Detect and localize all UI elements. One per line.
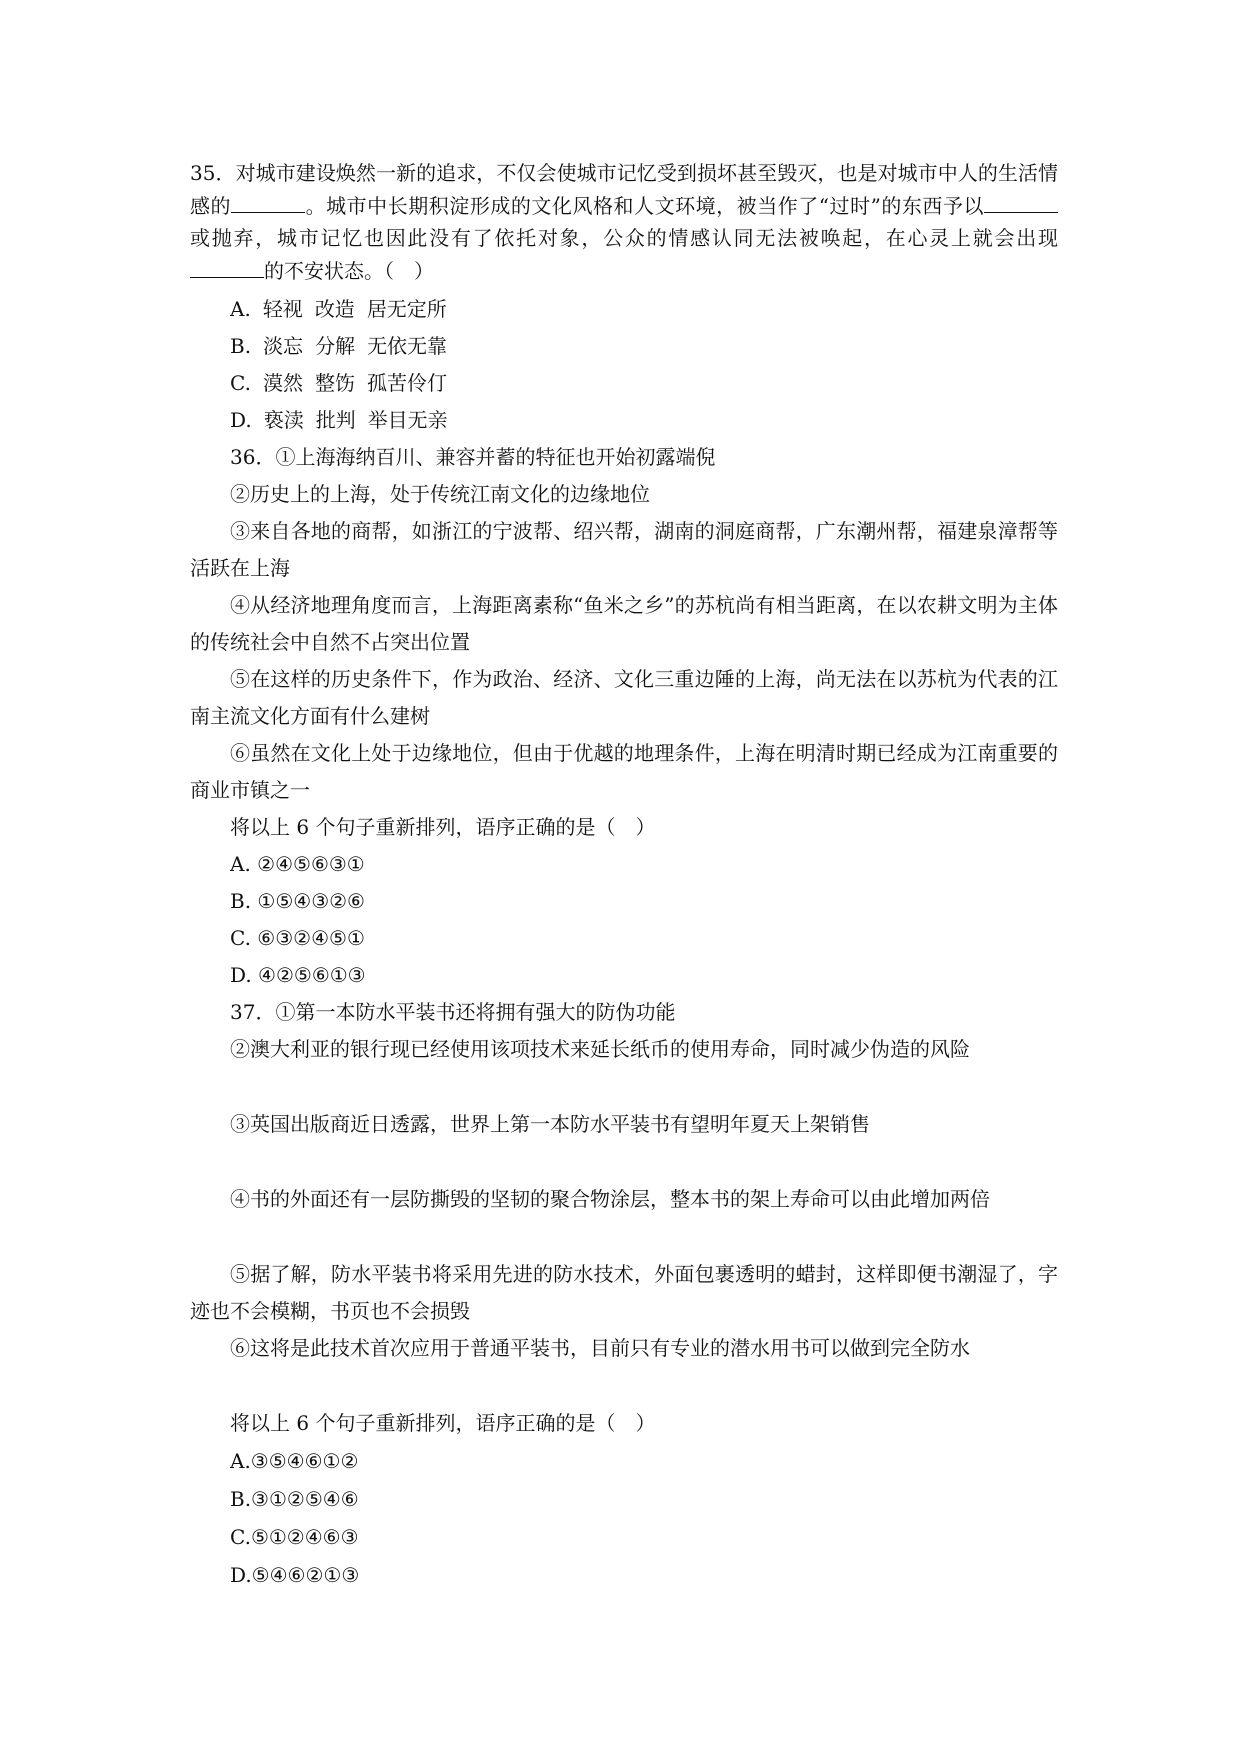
q35-blank-3 [190, 259, 264, 278]
option-word: 居无定所 [366, 297, 447, 321]
q35-stem-part-2: 。城市中长期积淀形成的文化风格和人文环境，被当作了“过时”的东西予以 [305, 193, 985, 218]
q37-option-d: D.⑤④⑥②①③ [230, 1563, 360, 1587]
option-word: 分解 [315, 334, 356, 358]
q35-blank-2 [984, 194, 1058, 213]
exam-page [190, 157, 1058, 1594]
option-word: 举目无亲 [367, 408, 448, 432]
q36-option-d: D. ④②⑤⑥①③ [230, 963, 366, 987]
option-word: 淡忘 [263, 334, 304, 358]
q37-option-c: C.⑤①②④⑥③ [230, 1525, 359, 1549]
q36-option-b: B. ①⑤④③②⑥ [230, 889, 365, 913]
q37-option-a: A.③⑤④⑥①② [230, 1449, 359, 1473]
option-letter: C. [230, 371, 251, 395]
option-word: 轻视 [262, 297, 303, 321]
q36-sentence-1: 36．①上海海纳百川、兼容并蓄的特征也开始初露端倪 [230, 445, 716, 469]
q35-stem-part-3: 或抛弃，城市记忆也因此没有了依托对象，公众的情感认同无法被唤起，在心灵上就会出现 [190, 226, 1058, 250]
q36-sentence-5: ⑤在这样的历史条件下，作为政治、经济、文化三重边陲的上海，尚无法在以苏杭为代表的江南主流文化方面有什么建树 [190, 667, 1058, 728]
q35-stem-part-4: 的不安状态。（ ） [264, 258, 434, 283]
q37-sentence-5: ⑤据了解，防水平装书将采用先进的防水技术，外面包裹透明的蜡封，这样即便书潮湿了，字迹也不会模糊，书页也不会损毁 [190, 1262, 1058, 1323]
question-35-stem [190, 157, 1058, 287]
q37-sentence-1: 37．①第一本防水平装书还将拥有强大的防伪功能 [230, 1000, 676, 1024]
q37-sentence-3: ③英国出版商近日透露，世界上第一本防水平装书有望明年夏天上架销售 [230, 1112, 870, 1136]
q37-sentence-2: ②澳大利亚的银行现已经使用该项技术来延长纸币的使用寿命，同时减少伪造的风险 [230, 1037, 970, 1061]
q35-option-b [190, 328, 1058, 365]
q36-option-c: C. ⑥③②④⑤① [230, 926, 365, 950]
option-word: 孤苦伶仃 [366, 371, 447, 395]
option-letter: B. [230, 334, 252, 358]
q36-prompt: 将以上 6 个句子重新排列，语序正确的是（ ） [230, 815, 656, 839]
q37-sentence-6: ⑥这将是此技术首次应用于普通平装书，目前只有专业的潜水用书可以做到完全防水 [230, 1336, 970, 1360]
q35-stem-part-1: 35．对城市建设焕然一新的追求，不仅会使城市记忆受到损坏甚至毁灭，也是对城市中人的生活情感的 [190, 161, 1058, 218]
option-letter: A. [230, 297, 251, 321]
option-word: 漠然 [262, 371, 303, 395]
q36-sentence-3: ③来自各地的商帮，如浙江的宁波帮、绍兴帮，湖南的洞庭商帮，广东潮州帮，福建泉漳帮等活跃在上海 [190, 519, 1058, 580]
option-word: 亵渎 [263, 408, 304, 432]
q36-sentence-6: ⑥虽然在文化上处于边缘地位，但由于优越的地理条件，上海在明清时期已经成为江南重要的商业市镇之一 [190, 741, 1058, 802]
option-word: 无依无靠 [367, 334, 448, 358]
q35-option-d [190, 402, 1058, 439]
q35-option-a [190, 291, 1058, 328]
q36-sentence-2: ②历史上的上海，处于传统江南文化的边缘地位 [230, 482, 650, 506]
q37-option-b: B.③①②⑤④⑥ [230, 1487, 359, 1511]
option-word: 整饬 [314, 371, 355, 395]
q36-option-a: A. ②④⑤⑥③① [230, 852, 365, 876]
option-word: 改造 [314, 297, 355, 321]
q36-sentence-4: ④从经济地理角度而言，上海距离素称“鱼米之乡”的苏杭尚有相当距离，在以农耕文明为主体的传统社会中自然不占突出位置 [190, 593, 1058, 654]
q35-option-c [190, 365, 1058, 402]
q35-blank-1 [231, 194, 305, 213]
q37-sentence-4: ④书的外面还有一层防撕毁的坚韧的聚合物涂层，整本书的架上寿命可以由此增加两倍 [230, 1187, 990, 1211]
option-letter: D. [230, 408, 252, 432]
option-word: 批判 [315, 408, 356, 432]
q37-prompt: 将以上 6 个句子重新排列，语序正确的是（ ） [230, 1411, 656, 1435]
